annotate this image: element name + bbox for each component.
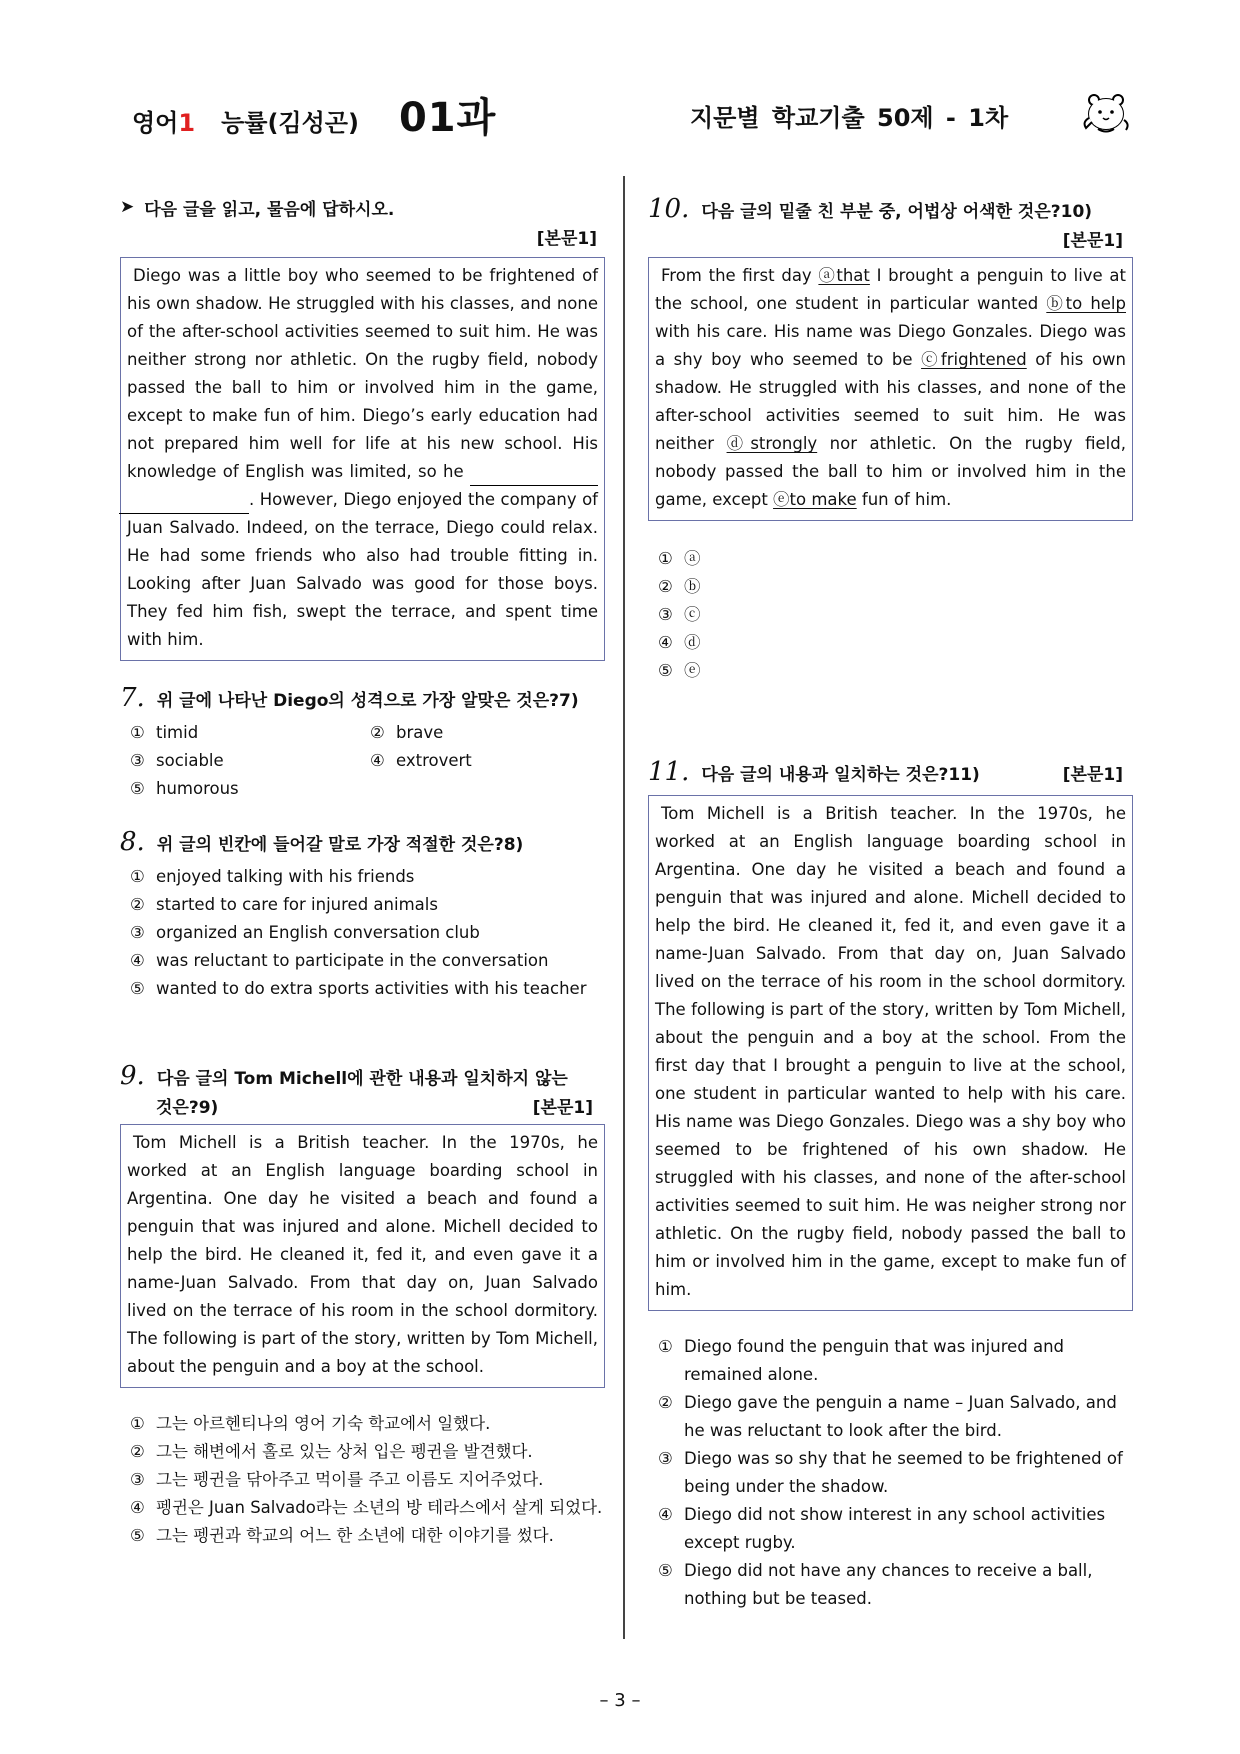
q10-option-3[interactable]: ③ ⓒ bbox=[658, 605, 701, 624]
q11-option-2[interactable]: ② Diego gave the penguin a name – Juan Salvado, and he was reluctant to look after the bird. bbox=[658, 1393, 1117, 1440]
q8-option-3[interactable]: ③ organized an English conversation club bbox=[130, 923, 480, 942]
q10-option-1[interactable]: ① ⓐ bbox=[658, 549, 701, 568]
arrow-icon: ➤ bbox=[120, 197, 135, 217]
answer-blank bbox=[470, 485, 598, 486]
q11-option-3[interactable]: ③ Diego was so shy that he seemed to be frightened of being under the shadow. bbox=[658, 1449, 1123, 1496]
q9-options bbox=[120, 1410, 605, 1550]
passage-box-10: From the first day ⓐthat I brought a penguin to live at the school, one student in particular wanted ⓑto help with his care. His name was Diego Gonzales. Diego was a shy boy who seemed to be ⓒfrightened of his own shadow. He struggled with his classes, and none of the after-school activities seemed to suit him. He was neither ⓓstrongly nor athletic. On the rugby field, nobody passed the ball to him or involved him in the game, except ⓔto make fun of him. bbox=[648, 257, 1133, 521]
q9-option-1[interactable]: ① 그는 아르헨티나의 영어 기숙 학교에서 일했다. bbox=[130, 1414, 491, 1433]
q8-option-4[interactable]: ④ was reluctant to participate in the conversation bbox=[130, 951, 549, 970]
q9-option-4[interactable]: ④ 펭귄은 Juan Salvado라는 소년의 방 테라스에서 살게 되었다. bbox=[130, 1498, 603, 1517]
question-9-line2: 것은?9) [본문1] bbox=[156, 1098, 593, 1118]
worksheet-title: 지문별 학교기출 50제 - 1차 bbox=[690, 104, 1009, 132]
q9-option-3[interactable]: ③ 그는 펭귄을 닦아주고 먹이를 주고 이름도 지어주었다. bbox=[130, 1470, 544, 1489]
q10-tag: [본문1] bbox=[1062, 231, 1123, 251]
q7-options bbox=[120, 719, 605, 803]
q10-options bbox=[648, 545, 1133, 685]
q8-option-5[interactable]: ⑤ wanted to do extra sports activities with his teacher bbox=[130, 979, 587, 998]
mascot-icon bbox=[1080, 88, 1132, 136]
q8-option-1[interactable]: ① enjoyed talking with his friends bbox=[130, 867, 415, 886]
underline-c: ⓒfrightened bbox=[921, 350, 1027, 369]
q7-option-3[interactable]: ③ sociable bbox=[130, 751, 224, 770]
q11-option-5[interactable]: ⑤ Diego did not have any chances to receive a ball, nothing but be teased. bbox=[658, 1561, 1093, 1608]
subject-label: 영어1 bbox=[132, 109, 196, 137]
question-8: 8. 위 글의 빈칸에 들어갈 말로 가장 적절한 것은?8) bbox=[120, 827, 524, 857]
left-column bbox=[120, 194, 605, 1550]
q11-option-1[interactable]: ① Diego found the penguin that was injured and remained alone. bbox=[658, 1337, 1065, 1384]
q10-option-5[interactable]: ⑤ ⓔ bbox=[658, 661, 701, 680]
q7-option-1[interactable]: ① timid bbox=[130, 723, 199, 742]
question-7: 7. 위 글에 나타난 Diego의 성격으로 가장 알맞은 것은?7) bbox=[120, 683, 579, 713]
page-number: – 3 – bbox=[599, 1690, 641, 1711]
question-9: 9. 다음 글의 Tom Michell에 관한 내용과 일치하지 않는 bbox=[120, 1061, 568, 1091]
question-11: 11. 다음 글의 내용과 일치하는 것은?11) [본문1] bbox=[648, 757, 1123, 787]
header-left bbox=[132, 86, 497, 141]
instruction: ➤ 다음 글을 읽고, 물음에 답하시오. bbox=[120, 197, 395, 220]
column-divider bbox=[623, 176, 625, 1639]
q7-option-2[interactable]: ② brave bbox=[370, 723, 444, 742]
underline-a: ⓐthat bbox=[818, 266, 870, 285]
underline-b: ⓑto help bbox=[1046, 294, 1126, 313]
q10-option-2[interactable]: ② ⓑ bbox=[658, 577, 701, 596]
passage-box-1: Diego was a little boy who seemed to be frightened of his own shadow. He struggled with his classes, and none of the after-school activities seemed to suit him. He was neither strong nor athletic. On the rugby field, nobody passed the ball to him or involved him in the game, except to make fun of him. Diego’s early education had not prepared him well for life at his new school. His knowledge of English was limited, so he . However, Diego enjoyed the company of Juan Salvado. Indeed, on the terrace, Diego could relax. He had some friends who also had trouble fitting in. Looking after Juan Salvado was good for those boys. They fed him fish, swept the terrace, and spent time with him. bbox=[120, 257, 605, 661]
passage-tag: [본문1] bbox=[536, 229, 597, 249]
passage-box-9: Tom Michell is a British teacher. In the 1970s, he worked at an English language boarding school in Argentina. One day he visited a beach and found a penguin that was injured and alone. Michell decided to help the bird. He cleaned it, fed it, and even gave it a name-Juan Salvado. From that day on, Juan Salvado lived on the terrace of his room in the school dormitory. The following is part of the story, written by Tom Michell, about the penguin and a boy at the school. bbox=[120, 1124, 605, 1388]
q8-options bbox=[120, 863, 605, 1003]
q10-option-4[interactable]: ④ ⓓ bbox=[658, 633, 701, 652]
q9-option-2[interactable]: ② 그는 해변에서 홀로 있는 상처 입은 펭귄을 발견했다. bbox=[130, 1442, 533, 1461]
q7-option-4[interactable]: ④ extrovert bbox=[370, 751, 472, 770]
answer-blank-2 bbox=[119, 513, 249, 514]
q7-option-5[interactable]: ⑤ humorous bbox=[130, 779, 239, 798]
textbook-label: 능률(김성곤) bbox=[221, 109, 359, 137]
lesson-title: 01과 bbox=[398, 95, 497, 141]
q11-option-4[interactable]: ④ Diego did not show interest in any school activities except rugby. bbox=[658, 1505, 1106, 1552]
right-column bbox=[648, 194, 1133, 1613]
underline-e: ⓔto make bbox=[773, 490, 857, 509]
underline-d: ⓓstrongly bbox=[726, 434, 818, 453]
q11-options bbox=[648, 1333, 1133, 1613]
question-10: 10. 다음 글의 밑줄 친 부분 중, 어법상 어색한 것은?10) bbox=[648, 194, 1093, 224]
q9-option-5[interactable]: ⑤ 그는 펭귄과 학교의 어느 한 소년에 대한 이야기를 썼다. bbox=[130, 1526, 554, 1545]
q8-option-2[interactable]: ② started to care for injured animals bbox=[130, 895, 438, 914]
passage-box-11: Tom Michell is a British teacher. In the 1970s, he worked at an English language boarding school in Argentina. One day he visited a beach and found a penguin that was injured and alone. Michell decided to help the bird. He cleaned it, fed it, and even gave it a name-Juan Salvado. From that day on, Juan Salvado lived on the terrace of his room in the school dormitory. The following is part of the story, written by Tom Michell, about the penguin and a boy at the school. From the first day that I brought a penguin to live at the school, one student in particular wanted to help with his care. His name was Diego Gonzales. Diego was a shy boy who seemed to be frightened of his own shadow. He struggled with his classes, and none of the after-school activities seemed to suit him. He was neigher strong nor athletic. On the rugby field, nobody passed the ball to him or involved him in the game, except to make fun of him. bbox=[648, 795, 1133, 1311]
